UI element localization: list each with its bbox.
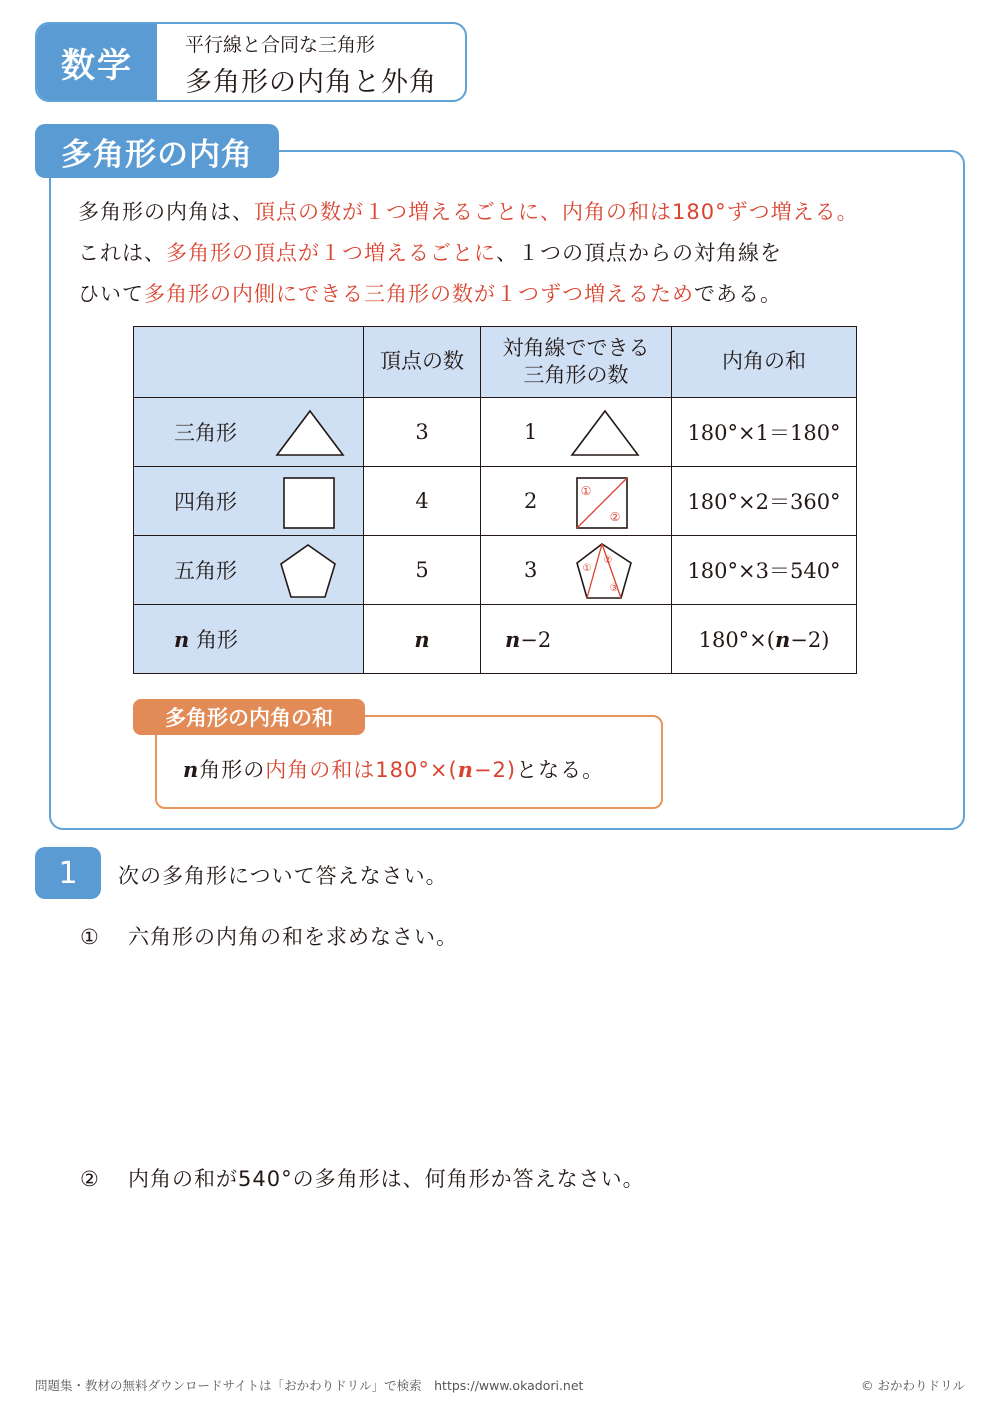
header-box (35, 22, 467, 102)
triangles-value: 2 (524, 489, 538, 513)
variable-n: n (457, 757, 474, 782)
subject-label: 数学 (37, 24, 157, 100)
paragraph-text: である。 (694, 282, 782, 306)
question-instruction: 次の多角形について答えなさい。 (118, 864, 448, 888)
paragraph-text: これは、 (78, 241, 166, 265)
diagram-label: ② (609, 510, 621, 524)
triangle-icon (274, 408, 346, 458)
diagram-label: ③ (609, 583, 619, 594)
summary-red-2: −2) (473, 758, 517, 782)
square-diagram-icon (575, 476, 629, 530)
row-name: 四角形 (174, 490, 237, 514)
variable-n: n (505, 626, 521, 652)
table-header-blank (134, 327, 364, 398)
table-row (134, 398, 857, 467)
table-header-vertices: 頂点の数 (364, 327, 481, 398)
highlight-text: 多角形の頂点が１つ増えるごとに (166, 241, 496, 265)
sub-question-number: ② (80, 1167, 100, 1191)
table-row (134, 467, 857, 536)
sub-question-text: 六角形の内角の和を求めなさい。 (128, 925, 458, 949)
paragraph-text: 多角形の内角は、 (78, 200, 254, 224)
square-icon (282, 476, 336, 530)
triangles-cell (481, 398, 672, 467)
table-header-triangles-line1: 対角線でできる (502, 335, 650, 360)
sum-cell (672, 605, 857, 674)
vertices-cell: 4 (364, 467, 481, 536)
sub-question-text: 内角の和が540°の多角形は、何角形か答えなさい。 (128, 1167, 645, 1191)
row-name-cell (134, 467, 364, 536)
highlight-text: 多角形の内側にできる三角形の数が１つずつ増えるため (144, 282, 694, 306)
unit-title: 平行線と合同な三角形 (185, 34, 376, 56)
triangles-cell (481, 536, 672, 605)
summary-red-1: 内角の和は180°×( (265, 758, 458, 782)
sum-suffix: −2) (790, 627, 830, 652)
triangles-cell (481, 605, 672, 674)
diagram-label: ① (580, 484, 592, 498)
row-name: 五角形 (174, 559, 237, 583)
vertices-cell: 5 (364, 536, 481, 605)
table-header-sum: 内角の和 (672, 327, 857, 398)
highlight-text: 頂点の数が１つ増えるごとに、内角の和は180°ずつ増える。 (254, 200, 859, 224)
paragraph-line-1 (78, 196, 859, 226)
row-name-cell (134, 536, 364, 605)
variable-n: n (183, 757, 200, 782)
footer-text: 問題集・教材の無料ダウンロードサイトは「おかわりドリル」で検索 https://www.okadori.net (35, 1378, 584, 1393)
sum-cell: 180°×3＝540° (672, 536, 857, 605)
triangles-cell (481, 467, 672, 536)
footer-copyright: © おかわりドリル (861, 1378, 965, 1393)
vertices-cell: 3 (364, 398, 481, 467)
table-row (134, 605, 857, 674)
triangles-suffix: −2 (520, 627, 552, 652)
paragraph-line-2 (78, 237, 782, 267)
diagram-label: ② (603, 555, 613, 566)
summary-title: 多角形の内角の和 (133, 699, 365, 735)
table-header-triangles-line2: 三角形の数 (523, 363, 629, 387)
triangles-value: 1 (524, 420, 538, 444)
polygon-table (133, 326, 857, 674)
pentagon-diagram-icon (574, 541, 636, 601)
triangles-value: 3 (524, 558, 538, 582)
summary-text-1: 角形の (199, 758, 266, 782)
paragraph-line-3 (78, 278, 782, 308)
sub-question (80, 1163, 645, 1193)
vertices-cell (364, 605, 481, 674)
sum-prefix: 180°×( (698, 627, 775, 652)
section-title: 多角形の内角 (35, 124, 279, 178)
row-name: 三角形 (174, 421, 237, 445)
sub-question-number: ① (80, 925, 100, 949)
row-name-cell (134, 605, 364, 674)
row-name-cell (134, 398, 364, 467)
summary-text (183, 754, 604, 784)
topic-title: 多角形の内角と外角 (185, 67, 437, 98)
pentagon-icon (277, 542, 339, 600)
variable-n: n (174, 627, 190, 652)
table-row (134, 536, 857, 605)
paragraph-text: 、１つの頂点からの対角線を (496, 241, 782, 265)
row-name: 角形 (195, 628, 238, 652)
sum-cell: 180°×2＝360° (672, 467, 857, 536)
diagram-label: ① (582, 563, 592, 574)
question-number: 1 (35, 847, 101, 899)
sub-question (80, 921, 458, 951)
sum-cell: 180°×1＝180° (672, 398, 857, 467)
variable-n: n (774, 626, 791, 652)
triangle-diagram-icon (569, 408, 641, 458)
summary-text-2: となる。 (516, 758, 605, 782)
paragraph-text: ひいて (78, 282, 144, 306)
variable-n: n (414, 626, 430, 652)
table-header-triangles (481, 327, 672, 398)
